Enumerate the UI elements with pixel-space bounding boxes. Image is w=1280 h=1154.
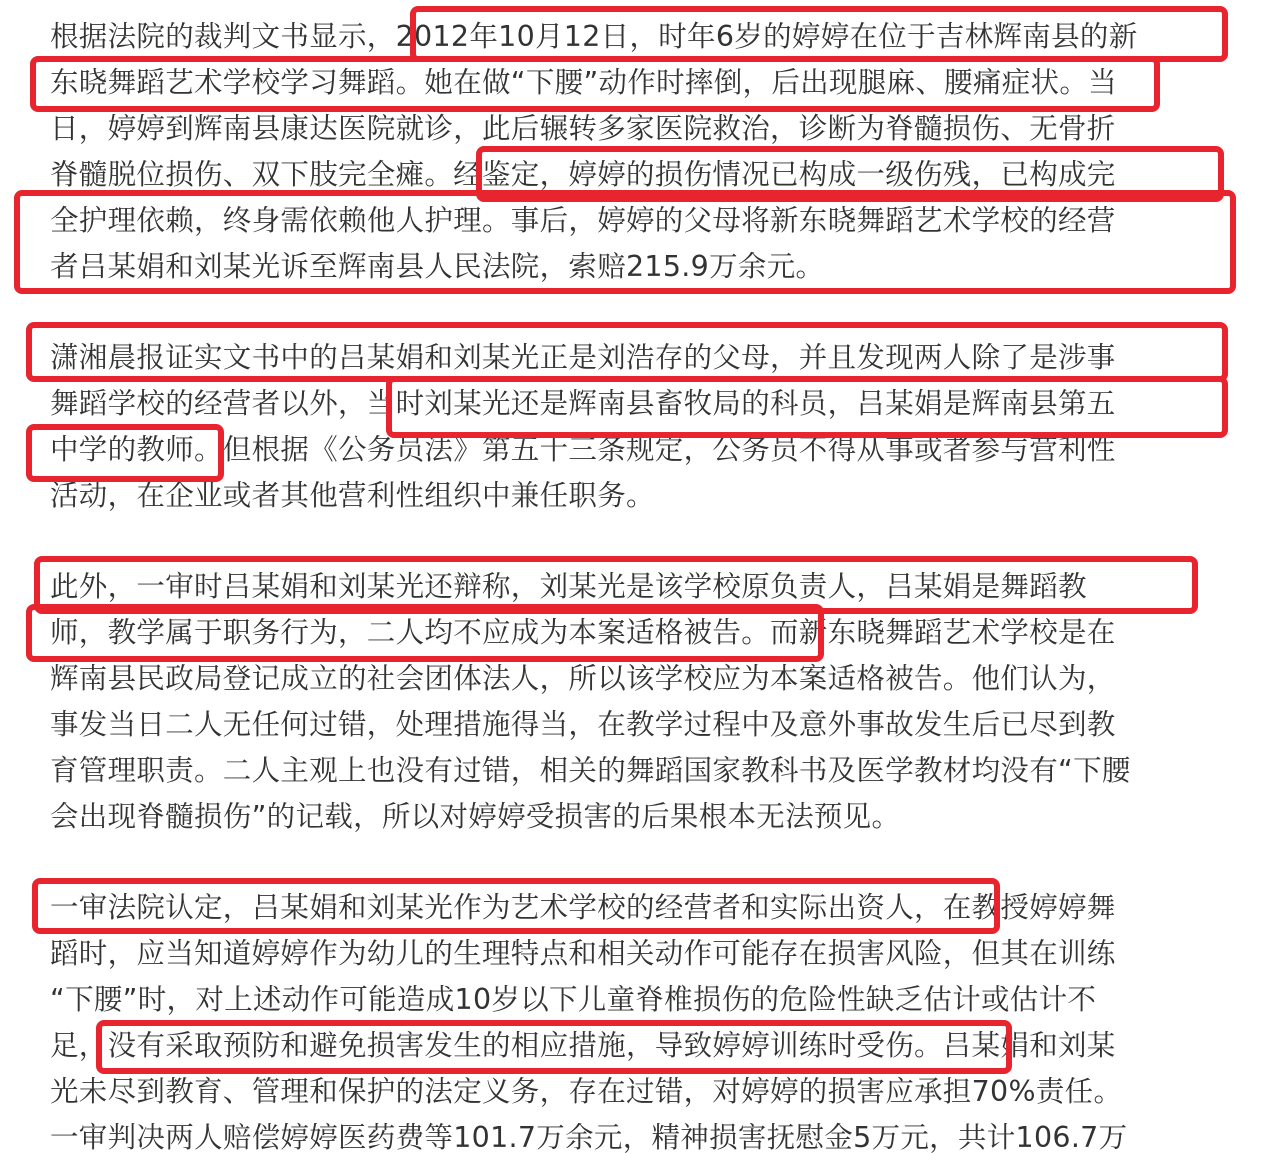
text-line: “下腰”时，对上述动作可能造成10岁以下儿童脊椎损伤的危险性缺乏估计或估计不	[50, 983, 1097, 1016]
text-line: 日，婷婷到辉南县康达医院就诊，此后辗转多家医院救治，诊断为脊髓损伤、无骨折	[50, 112, 1116, 145]
text-line: 中学的教师。但根据《公务员法》第五十三条规定，公务员不得从事或者参与营利性	[50, 433, 1116, 466]
text-line: 会出现脊髓损伤”的记载，所以对婷婷受损害的后果根本无法预见。	[50, 800, 901, 833]
text-line: 脊髓脱位损伤、双下肢完全瘫。经鉴定，婷婷的损伤情况已构成一级伤残，已构成完	[50, 158, 1116, 191]
text-line: 此外，一审时吕某娟和刘某光还辩称，刘某光是该学校原负责人，吕某娟是舞蹈教	[50, 570, 1087, 603]
text-line: 根据法院的裁判文书显示，2012年10月12日，时年6岁的婷婷在位于吉林辉南县的新	[50, 20, 1138, 53]
text-line: 全护理依赖，终身需依赖他人护理。事后，婷婷的父母将新东晓舞蹈艺术学校的经营	[50, 204, 1116, 237]
highlight-box	[30, 56, 1160, 112]
text-line: 光未尽到教育、管理和保护的法定义务，存在过错，对婷婷的损害应承担70%责任。	[50, 1075, 1123, 1108]
highlight-box	[26, 424, 224, 482]
highlight-box	[410, 6, 1228, 62]
text-line: 足，没有采取预防和避免损害发生的相应措施，导致婷婷训练时受伤。吕某娟和刘某	[50, 1029, 1116, 1062]
text-line: 舞蹈学校的经营者以外，当时刘某光还是辉南县畜牧局的科员，吕某娟是辉南县第五	[50, 387, 1116, 420]
text-line: 潇湘晨报证实文书中的吕某娟和刘某光正是刘浩存的父母，并且发现两人除了是涉事	[50, 341, 1116, 374]
highlight-box	[26, 322, 1228, 382]
highlight-box	[96, 1020, 1012, 1074]
text-line: 活动，在企业或者其他营利性组织中兼任职务。	[50, 479, 655, 512]
highlight-box	[14, 190, 1236, 294]
text-line: 者吕某娟和刘某光诉至辉南县人民法院，索赔215.9万余元。	[50, 250, 825, 283]
text-line: 辉南县民政局登记成立的社会团体法人，所以该学校应为本案适格被告。他们认为，	[50, 662, 1116, 695]
text-line: 事发当日二人无任何过错，处理措施得当，在教学过程中及意外事故发生后已尽到教	[50, 708, 1116, 741]
text-line: 一审法院认定，吕某娟和刘某光作为艺术学校的经营者和实际出资人，在教授婷婷舞	[50, 891, 1116, 924]
highlight-box	[386, 376, 1228, 438]
text-line: 育管理职责。二人主观上也没有过错，相关的舞蹈国家教科书及医学教材均没有“下腰	[50, 754, 1131, 787]
text-line: 师，教学属于职务行为，二人均不应成为本案适格被告。而新东晓舞蹈艺术学校是在	[50, 616, 1116, 649]
highlight-box	[26, 604, 824, 662]
highlight-box	[32, 878, 1000, 934]
text-line: 东晓舞蹈艺术学校学习舞蹈。她在做“下腰”动作时摔倒，后出现腿麻、腰痛症状。当	[50, 66, 1117, 99]
text-line: 蹈时，应当知道婷婷作为幼儿的生理特点和相关动作可能存在损害风险，但其在训练	[50, 937, 1116, 970]
text-line: 一审判决两人赔偿婷婷医药费等101.7万余元，精神损害抚慰金5万元，共计106.7万	[50, 1121, 1128, 1154]
